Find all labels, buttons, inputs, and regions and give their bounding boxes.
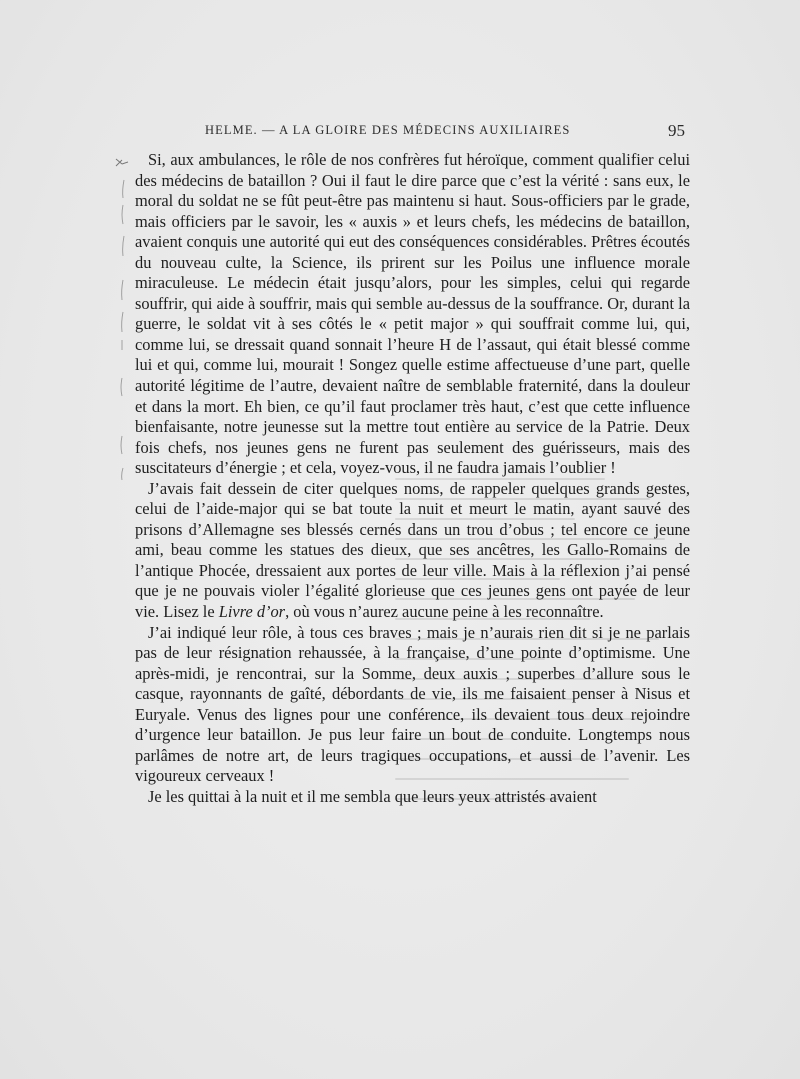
paragraph-4: Je les quittai à la nuit et il me sembla que leurs yeux attristés avaient	[148, 786, 597, 806]
paragraph-1: Si, aux ambulances, le rôle de nos confrères fut héroïque, comment qualifier celui des médecins de bataillon ? Oui il faut le dire parce que c’est la vérité : sans eux, le moral du soldat ne se fût peut-être pas maintenu si haut. Sous-officiers par le grade, mais officiers par le savoir, les « auxis » et leurs chefs, les médecins de bataillon, avaient conquis une autorité qui eut des conséquences considérables. Prêtres écoutés du nouveau culte, la Science, ils prirent sur les Poilus une influence morale miraculeuse. Le médecin était jusqu’alors, pour les simples, celui qui regarde souffrir, qui aide à souffrir, mais qui semble au-dessus de la souffrance. Or, durant la guerre, le soldat vit à ses côtés le « petit major » qui souffrait comme lui, qui, comme lui, se dressait quand sonnait l’heure H de l’assaut, qui était blessé comme lui et qui, comme lui, mourait ! Songez quelle estime affectueuse d’une part, quelle autorité légitime de l’autre, devaient naître de semblable fraternité, dans la douleur et dans la mort. Eh bien, ce qu’il faut proclamer très haut, c’est que cette influence bienfaisante, notre jeunesse sut la mettre tout entière au service de la Patrie. Deux fois chefs, nos jeunes gens ne furent pas seulement des guérisseurs, mais des suscitateurs d’énergie ; et cela, voyez-vous, il ne faudra jamais l’oublier !	[135, 150, 690, 478]
paragraph-2-text-a: J’avais fait dessein de citer quelques noms, de rappeler quelques grands gestes, celui de l’aide-major qui se bat toute la nuit et meurt le matin, ayant sauvé des prisons d’Allemagne ses blessés cernés dans un trou d’obus ; tel encore ce jeune ami, beau comme les statues des dieux, que ses ancêtres, les Gallo-Romains de l’antique Phocée, dressaient aux portes de leur ville. Mais à la réflexion j’ai pensé que je ne pouvais violer l’égalité glorieuse que ces jeunes gens ont payée de leur vie. Lisez le	[135, 478, 690, 622]
running-head: HELME. — A LA GLOIRE DES MÉDECINS AUXILIAIRES	[205, 123, 571, 137]
paragraph-2	[135, 479, 690, 623]
paragraph-2-text-b: , où vous n’aurez aucune peine à les reconnaître.	[285, 602, 604, 622]
page-header	[205, 121, 685, 145]
page-number: 95	[668, 121, 685, 140]
pencil-margin-marks	[112, 150, 130, 480]
paragraph-3: J’ai indiqué leur rôle, à tous ces braves ; mais je n’aurais rien dit si je ne parlais pas de leur résignation rehaussée, à la française, d’une pointe d’optimisme. Une après-midi, je rencontrai, sur la Somme, deux auxis ; superbes d’allure sous le casque, rayonnants de gaîté, débordants de vie, ils me faisaient penser à Nisus et Euryale. Venus des lignes pour une conférence, ils devaient tous deux rejoindre d’urgence leur bataillon. Je pus leur faire un bout de conduite. Longtemps nous parlâmes de notre art, de leurs tragiques occupations, et aussi de l’avenir. Les vigoureux cerveaux !	[135, 622, 690, 786]
book-title-italic: Livre d’or	[218, 602, 286, 622]
body-text	[135, 150, 690, 808]
